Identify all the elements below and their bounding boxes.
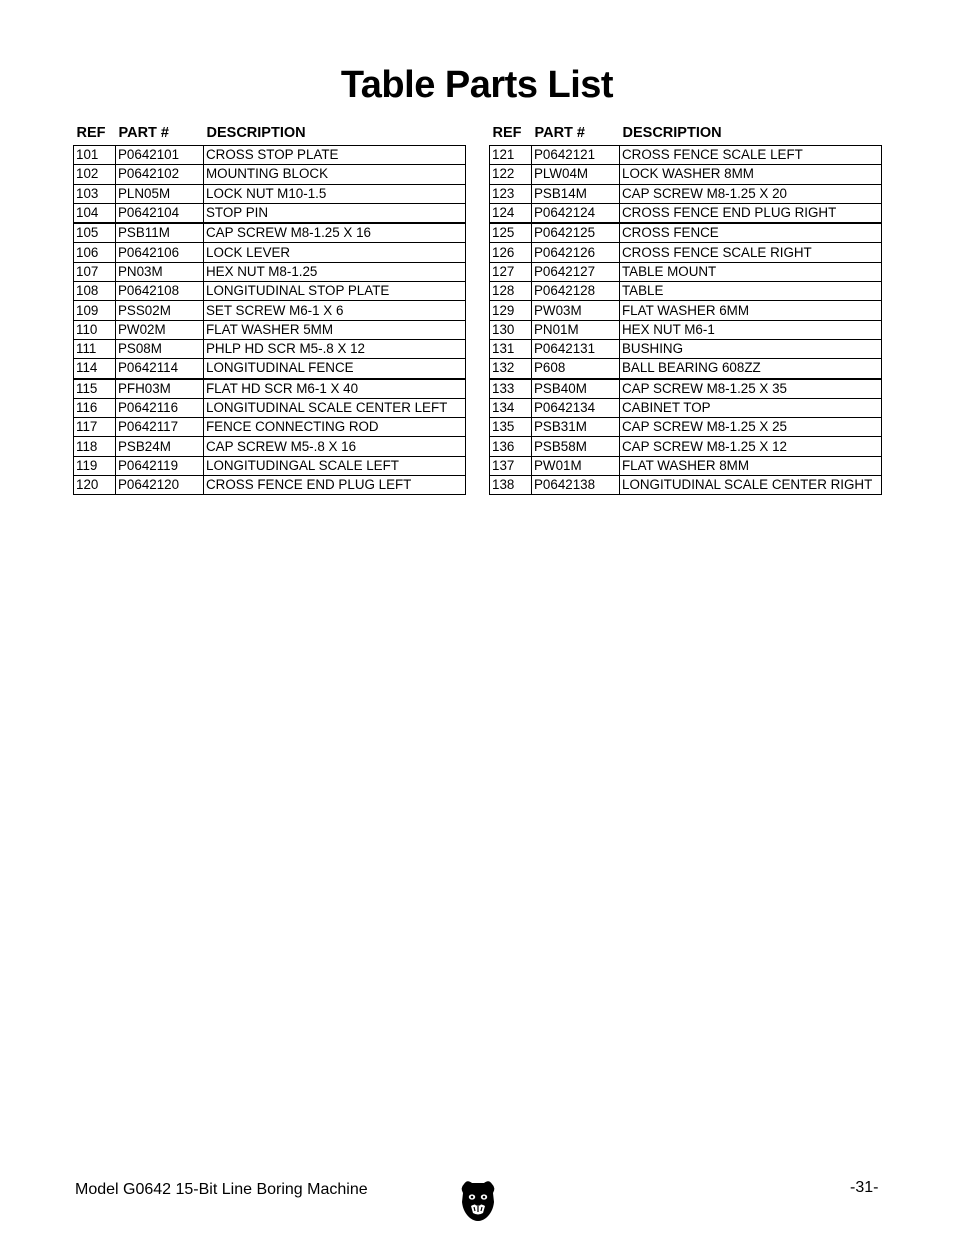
table-row xyxy=(74,418,466,437)
ref-cell: 105 xyxy=(74,223,116,243)
description-cell: FENCE CONNECTING ROD xyxy=(204,418,466,437)
description-cell: CROSS STOP PLATE xyxy=(204,146,466,165)
footer-page-number: -31- xyxy=(850,1179,879,1196)
table-row xyxy=(490,418,882,437)
description-cell: CAP SCREW M8-1.25 X 25 xyxy=(620,418,882,437)
table-row xyxy=(74,301,466,320)
table-row xyxy=(490,282,882,301)
description-cell: CAP SCREW M8-1.25 X 20 xyxy=(620,184,882,203)
description-cell: CAP SCREW M8-1.25 X 12 xyxy=(620,437,882,456)
part-number-cell: P0642121 xyxy=(532,146,620,165)
description-cell: CROSS FENCE END PLUG RIGHT xyxy=(620,203,882,223)
ref-cell: 118 xyxy=(74,437,116,456)
ref-header: REF xyxy=(492,125,522,141)
part-number-cell: P0642128 xyxy=(532,282,620,301)
part-number-cell: P0642131 xyxy=(532,339,620,358)
part-number-cell: P0642125 xyxy=(532,223,620,243)
table-row xyxy=(490,301,882,320)
table-row xyxy=(74,359,466,379)
table-row xyxy=(490,203,882,223)
description-cell: BUSHING xyxy=(620,339,882,358)
description-cell: FLAT WASHER 8MM xyxy=(620,456,882,475)
part-number-cell: P0642114 xyxy=(116,359,204,379)
description-cell: LONGITUDINGAL SCALE LEFT xyxy=(204,456,466,475)
part-number-cell: P0642127 xyxy=(532,262,620,281)
part-number-cell: P0642134 xyxy=(532,398,620,417)
description-cell: CROSS FENCE SCALE RIGHT xyxy=(620,243,882,262)
part-number-cell: P0642138 xyxy=(532,476,620,495)
table-row xyxy=(490,476,882,495)
part-number-header: PART # xyxy=(118,125,169,141)
ref-cell: 128 xyxy=(490,282,532,301)
ref-cell: 106 xyxy=(74,243,116,262)
ref-cell: 111 xyxy=(74,339,116,358)
part-number-cell: PN03M xyxy=(116,262,204,281)
description-cell: FLAT WASHER 6MM xyxy=(620,301,882,320)
part-number-cell: PFH03M xyxy=(116,379,204,399)
part-number-cell: P0642116 xyxy=(116,398,204,417)
part-number-cell: PSB11M xyxy=(116,223,204,243)
description-cell: CROSS FENCE END PLUG LEFT xyxy=(204,476,466,495)
table-header-row xyxy=(490,121,882,146)
part-number-cell: PSB14M xyxy=(532,184,620,203)
ref-cell: 114 xyxy=(74,359,116,379)
table-row xyxy=(490,146,882,165)
part-number-cell: PN01M xyxy=(532,320,620,339)
ref-cell: 108 xyxy=(74,282,116,301)
ref-cell: 136 xyxy=(490,437,532,456)
description-cell: CAP SCREW M5-.8 X 16 xyxy=(204,437,466,456)
table-row xyxy=(490,243,882,262)
ref-cell: 137 xyxy=(490,456,532,475)
description-cell: CAP SCREW M8-1.25 X 16 xyxy=(204,223,466,243)
table-row xyxy=(74,165,466,184)
parts-table-right-body xyxy=(490,146,882,495)
description-cell: STOP PIN xyxy=(204,203,466,223)
description-cell: LOCK LEVER xyxy=(204,243,466,262)
table-row xyxy=(490,456,882,475)
part-number-cell: PLN05M xyxy=(116,184,204,203)
ref-cell: 107 xyxy=(74,262,116,281)
description-cell: LOCK WASHER 8MM xyxy=(620,165,882,184)
part-number-cell: P0642108 xyxy=(116,282,204,301)
table-row xyxy=(490,320,882,339)
description-header: DESCRIPTION xyxy=(206,125,306,141)
description-cell: FLAT WASHER 5MM xyxy=(204,320,466,339)
part-number-cell: PS08M xyxy=(116,339,204,358)
table-row xyxy=(74,203,466,223)
ref-cell: 101 xyxy=(74,146,116,165)
table-row xyxy=(74,243,466,262)
description-cell: LONGITUDINAL STOP PLATE xyxy=(204,282,466,301)
ref-cell: 131 xyxy=(490,339,532,358)
part-number-cell: PSB31M xyxy=(532,418,620,437)
ref-cell: 120 xyxy=(74,476,116,495)
description-cell: CABINET TOP xyxy=(620,398,882,417)
ref-cell: 125 xyxy=(490,223,532,243)
part-number-cell: PW02M xyxy=(116,320,204,339)
table-row xyxy=(490,359,882,379)
table-row xyxy=(74,184,466,203)
table-row xyxy=(74,282,466,301)
description-cell: SET SCREW M6-1 X 6 xyxy=(204,301,466,320)
part-number-cell: PW01M xyxy=(532,456,620,475)
part-number-cell: P0642117 xyxy=(116,418,204,437)
part-number-cell: PSB24M xyxy=(116,437,204,456)
part-number-cell: P0642102 xyxy=(116,165,204,184)
table-row xyxy=(490,379,882,399)
table-row xyxy=(74,320,466,339)
part-number-cell: P608 xyxy=(532,359,620,379)
table-row xyxy=(74,456,466,475)
table-row xyxy=(74,262,466,281)
page-title: Table Parts List xyxy=(340,64,614,106)
part-number-cell: PSB58M xyxy=(532,437,620,456)
description-cell: LOCK NUT M10-1.5 xyxy=(204,184,466,203)
ref-cell: 122 xyxy=(490,165,532,184)
description-cell: HEX NUT M8-1.25 xyxy=(204,262,466,281)
ref-cell: 134 xyxy=(490,398,532,417)
part-number-cell: PW03M xyxy=(532,301,620,320)
description-header: DESCRIPTION xyxy=(622,125,722,141)
ref-cell: 138 xyxy=(490,476,532,495)
ref-cell: 124 xyxy=(490,203,532,223)
ref-cell: 116 xyxy=(74,398,116,417)
table-row xyxy=(74,339,466,358)
ref-cell: 135 xyxy=(490,418,532,437)
ref-cell: 102 xyxy=(74,165,116,184)
description-cell: CAP SCREW M8-1.25 X 35 xyxy=(620,379,882,399)
ref-cell: 104 xyxy=(74,203,116,223)
ref-cell: 126 xyxy=(490,243,532,262)
ref-header: REF xyxy=(76,125,106,141)
part-number-cell: P0642119 xyxy=(116,456,204,475)
description-cell: TABLE MOUNT xyxy=(620,262,882,281)
description-cell: CROSS FENCE SCALE LEFT xyxy=(620,146,882,165)
part-number-cell: P0642101 xyxy=(116,146,204,165)
description-cell: LONGITUDINAL SCALE CENTER LEFT xyxy=(204,398,466,417)
part-number-cell: P0642104 xyxy=(116,203,204,223)
ref-cell: 133 xyxy=(490,379,532,399)
ref-cell: 119 xyxy=(74,456,116,475)
description-cell: HEX NUT M6-1 xyxy=(620,320,882,339)
parts-table-left-body xyxy=(74,146,466,495)
table-row xyxy=(490,437,882,456)
part-number-cell: PSB40M xyxy=(532,379,620,399)
parts-table-right xyxy=(489,121,882,495)
part-number-header: PART # xyxy=(534,125,585,141)
part-number-cell: PSS02M xyxy=(116,301,204,320)
ref-cell: 123 xyxy=(490,184,532,203)
footer-model-name: Model G0642 15-Bit Line Boring Machine xyxy=(75,1181,368,1198)
table-row xyxy=(74,223,466,243)
parts-table-left xyxy=(73,121,466,495)
description-cell: FLAT HD SCR M6-1 X 40 xyxy=(204,379,466,399)
ref-cell: 132 xyxy=(490,359,532,379)
ref-cell: 115 xyxy=(74,379,116,399)
part-number-cell: P0642106 xyxy=(116,243,204,262)
table-row xyxy=(490,184,882,203)
ref-cell: 117 xyxy=(74,418,116,437)
part-number-cell: P0642120 xyxy=(116,476,204,495)
ref-cell: 109 xyxy=(74,301,116,320)
ref-cell: 103 xyxy=(74,184,116,203)
ref-cell: 110 xyxy=(74,320,116,339)
ref-cell: 129 xyxy=(490,301,532,320)
table-row xyxy=(490,262,882,281)
part-number-cell: PLW04M xyxy=(532,165,620,184)
part-number-cell: P0642124 xyxy=(532,203,620,223)
description-cell: TABLE xyxy=(620,282,882,301)
table-header-row xyxy=(74,121,466,146)
table-row xyxy=(74,379,466,399)
description-cell: LONGITUDINAL SCALE CENTER RIGHT xyxy=(620,476,882,495)
part-number-cell: P0642126 xyxy=(532,243,620,262)
table-row xyxy=(74,146,466,165)
table-row xyxy=(74,437,466,456)
table-row xyxy=(74,476,466,495)
ref-cell: 127 xyxy=(490,262,532,281)
table-row xyxy=(74,398,466,417)
description-cell: MOUNTING BLOCK xyxy=(204,165,466,184)
ref-cell: 121 xyxy=(490,146,532,165)
table-row xyxy=(490,165,882,184)
description-cell: BALL BEARING 608ZZ xyxy=(620,359,882,379)
table-row xyxy=(490,223,882,243)
description-cell: PHLP HD SCR M5-.8 X 12 xyxy=(204,339,466,358)
description-cell: CROSS FENCE xyxy=(620,223,882,243)
table-row xyxy=(490,398,882,417)
table-row xyxy=(490,339,882,358)
description-cell: LONGITUDINAL FENCE xyxy=(204,359,466,379)
bear-head-logo-icon xyxy=(458,1178,498,1222)
ref-cell: 130 xyxy=(490,320,532,339)
